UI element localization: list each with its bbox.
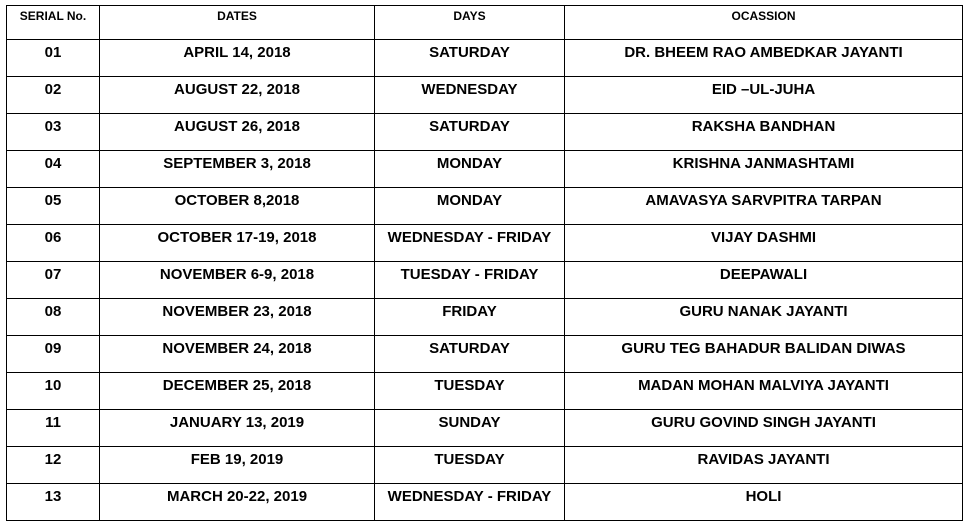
- occasion-cell: DEEPAWALI: [565, 262, 963, 299]
- occasion-cell: GURU GOVIND SINGH JAYANTI: [565, 410, 963, 447]
- holiday-table: [6, 5, 963, 521]
- date-cell: DECEMBER 25, 2018: [100, 373, 375, 410]
- table-row: [7, 188, 963, 225]
- table-row: [7, 336, 963, 373]
- header-dates: DATES: [100, 6, 375, 40]
- day-cell: FRIDAY: [375, 299, 565, 336]
- table-row: [7, 447, 963, 484]
- table-row: [7, 299, 963, 336]
- serial-cell: 10: [7, 373, 100, 410]
- day-cell: TUESDAY: [375, 373, 565, 410]
- table-row: [7, 262, 963, 299]
- serial-cell: 02: [7, 77, 100, 114]
- serial-cell: 07: [7, 262, 100, 299]
- day-cell: SATURDAY: [375, 114, 565, 151]
- occasion-cell: KRISHNA JANMASHTAMI: [565, 151, 963, 188]
- table-row: [7, 484, 963, 521]
- date-cell: NOVEMBER 23, 2018: [100, 299, 375, 336]
- day-cell: TUESDAY - FRIDAY: [375, 262, 565, 299]
- header-occasion: OCASSION: [565, 6, 963, 40]
- occasion-cell: RAKSHA BANDHAN: [565, 114, 963, 151]
- header-days: DAYS: [375, 6, 565, 40]
- serial-cell: 05: [7, 188, 100, 225]
- serial-cell: 11: [7, 410, 100, 447]
- serial-cell: 13: [7, 484, 100, 521]
- day-cell: SUNDAY: [375, 410, 565, 447]
- date-cell: APRIL 14, 2018: [100, 40, 375, 77]
- serial-cell: 01: [7, 40, 100, 77]
- date-cell: FEB 19, 2019: [100, 447, 375, 484]
- date-cell: SEPTEMBER 3, 2018: [100, 151, 375, 188]
- occasion-cell: RAVIDAS JAYANTI: [565, 447, 963, 484]
- table-row: [7, 77, 963, 114]
- day-cell: SATURDAY: [375, 336, 565, 373]
- table-row: [7, 410, 963, 447]
- table-row: [7, 373, 963, 410]
- table-row: [7, 40, 963, 77]
- day-cell: MONDAY: [375, 151, 565, 188]
- date-cell: JANUARY 13, 2019: [100, 410, 375, 447]
- occasion-cell: AMAVASYA SARVPITRA TARPAN: [565, 188, 963, 225]
- date-cell: MARCH 20-22, 2019: [100, 484, 375, 521]
- day-cell: WEDNESDAY: [375, 77, 565, 114]
- date-cell: AUGUST 26, 2018: [100, 114, 375, 151]
- day-cell: WEDNESDAY - FRIDAY: [375, 225, 565, 262]
- serial-cell: 08: [7, 299, 100, 336]
- serial-cell: 09: [7, 336, 100, 373]
- serial-cell: 06: [7, 225, 100, 262]
- day-cell: SATURDAY: [375, 40, 565, 77]
- table-row: [7, 225, 963, 262]
- occasion-cell: DR. BHEEM RAO AMBEDKAR JAYANTI: [565, 40, 963, 77]
- occasion-cell: HOLI: [565, 484, 963, 521]
- day-cell: TUESDAY: [375, 447, 565, 484]
- date-cell: OCTOBER 17-19, 2018: [100, 225, 375, 262]
- date-cell: AUGUST 22, 2018: [100, 77, 375, 114]
- occasion-cell: MADAN MOHAN MALVIYA JAYANTI: [565, 373, 963, 410]
- occasion-cell: EID –UL-JUHA: [565, 77, 963, 114]
- occasion-cell: GURU TEG BAHADUR BALIDAN DIWAS: [565, 336, 963, 373]
- table-row: [7, 151, 963, 188]
- serial-cell: 03: [7, 114, 100, 151]
- occasion-cell: VIJAY DASHMI: [565, 225, 963, 262]
- day-cell: MONDAY: [375, 188, 565, 225]
- date-cell: NOVEMBER 6-9, 2018: [100, 262, 375, 299]
- day-cell: WEDNESDAY - FRIDAY: [375, 484, 565, 521]
- date-cell: NOVEMBER 24, 2018: [100, 336, 375, 373]
- table-row: [7, 114, 963, 151]
- serial-cell: 04: [7, 151, 100, 188]
- serial-cell: 12: [7, 447, 100, 484]
- table-header-row: [7, 6, 963, 40]
- occasion-cell: GURU NANAK JAYANTI: [565, 299, 963, 336]
- date-cell: OCTOBER 8,2018: [100, 188, 375, 225]
- header-serial: SERIAL No.: [7, 6, 100, 40]
